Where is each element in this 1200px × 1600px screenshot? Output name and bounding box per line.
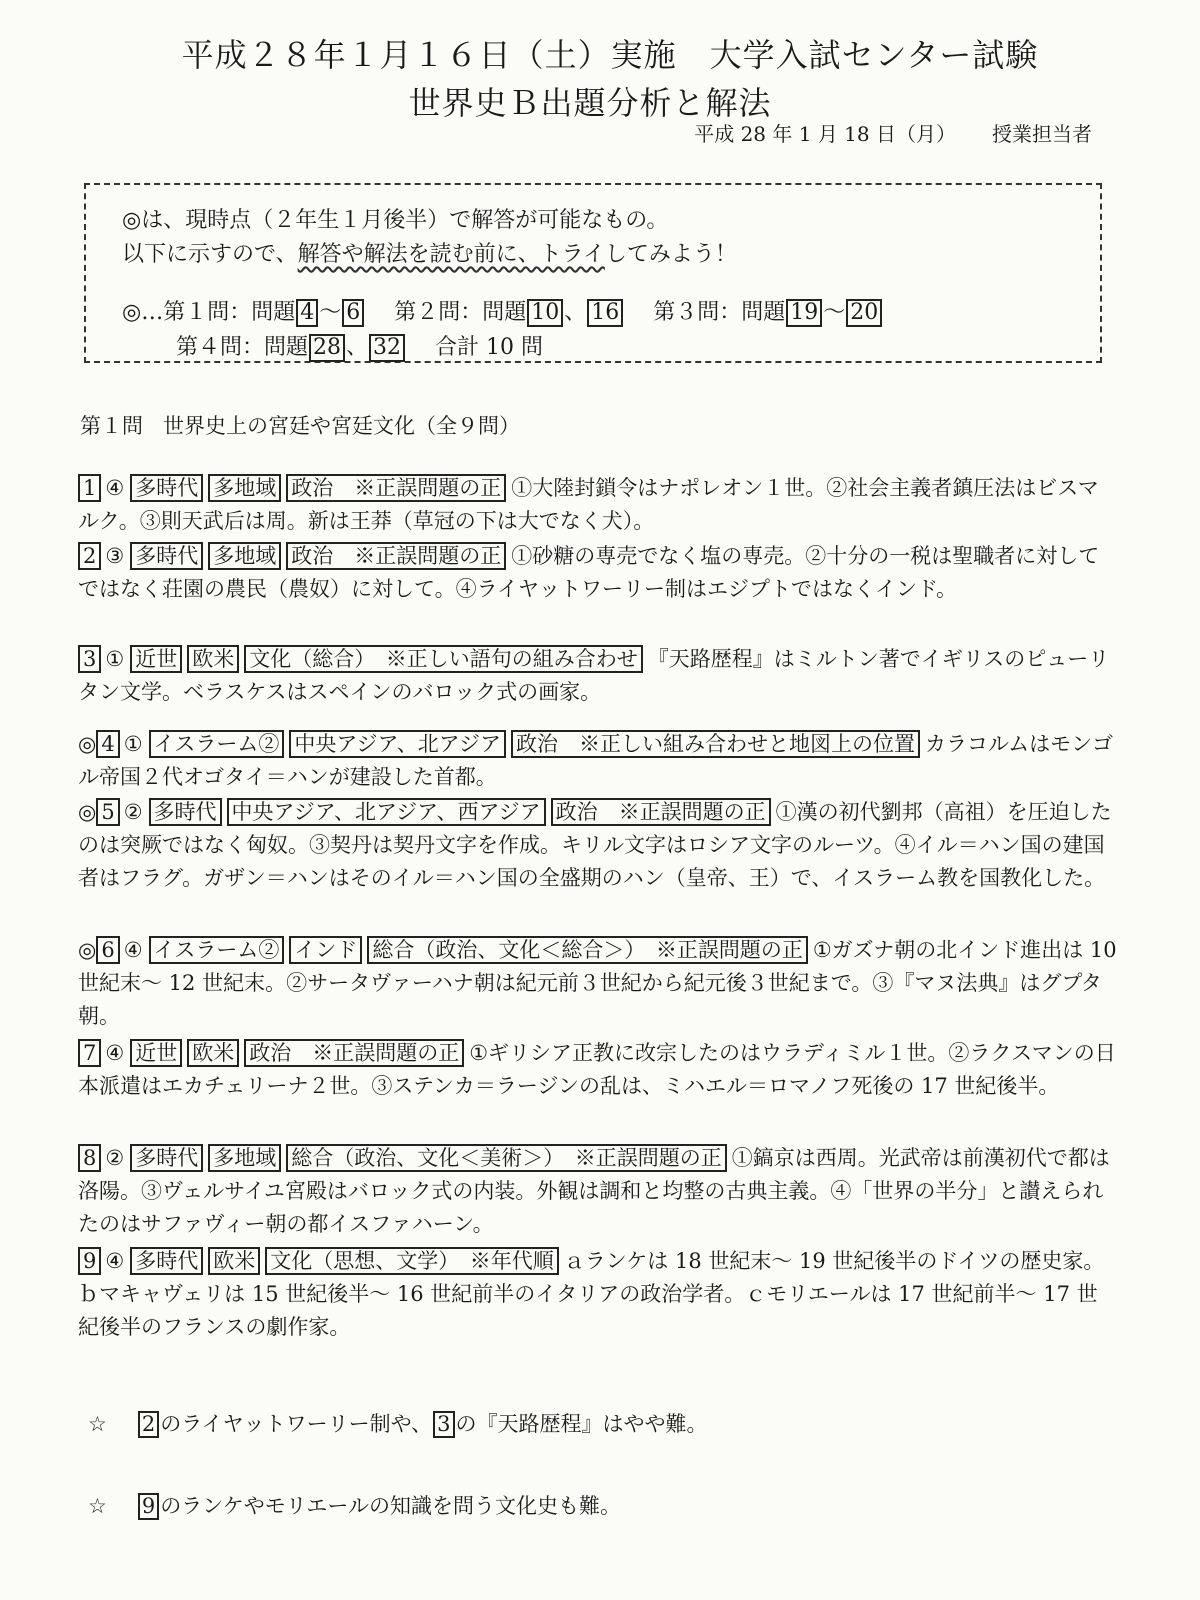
question-number: 6 bbox=[96, 936, 119, 964]
question-item bbox=[78, 643, 1118, 709]
answer: ④ bbox=[105, 1041, 125, 1065]
doable-mark: ◎ bbox=[78, 732, 97, 756]
tag-type: 政治 ※正誤問題の正 bbox=[551, 798, 771, 826]
answer: ② bbox=[105, 1146, 125, 1170]
tag-region: 多地域 bbox=[208, 474, 281, 502]
answer: ③ bbox=[105, 544, 125, 568]
question-item bbox=[78, 1037, 1118, 1103]
section-topic: 世界史上の宮廷や宮廷文化（全９問） bbox=[163, 414, 520, 438]
tag-era: 近世 bbox=[130, 645, 182, 673]
problem-num-box: 4 bbox=[296, 299, 318, 327]
section-heading bbox=[80, 410, 520, 440]
explanation: ａランケは 18 世紀末～ 19 世紀後半のドイツの歴史家。ｂマキャヴェリは 15 世紀後半～ 16 世紀前半のイタリアの政治学者。ｃモリエールは 17 世紀前半～ 17 世紀後半のフランスの劇作家。 bbox=[78, 1249, 1105, 1339]
problem-num-box: 32 bbox=[369, 334, 405, 362]
question-item bbox=[78, 472, 1118, 538]
explanation: カラコルムはモンゴル帝国２代オゴタイ＝ハンが建設した首都。 bbox=[78, 732, 1114, 789]
question-item bbox=[78, 540, 1118, 606]
tag-era: イスラーム② bbox=[149, 936, 285, 964]
explanation: ①ギリシア正教に改宗したのはウラディミル１世。②ラクスマンの日本派遣はエカチェリーナ２世。③ステンカ＝ラージンの乱は、ミハエル＝ロマノフ死後の 17 世紀後半。 bbox=[78, 1041, 1116, 1098]
tag-era: イスラーム② bbox=[149, 730, 285, 758]
notice-row-1 bbox=[122, 295, 883, 327]
question-number: 4 bbox=[96, 730, 119, 758]
date: 平成 28 年 1 月 18 日（月） bbox=[694, 122, 956, 146]
notice-line-2 bbox=[122, 237, 737, 268]
problem-num-box: 2 bbox=[138, 1411, 159, 1438]
tag-region: 中央アジア、北アジア bbox=[289, 730, 506, 758]
tag-type: 政治 ※正誤問題の正 bbox=[286, 474, 506, 502]
range-tilde: ～ bbox=[319, 300, 342, 325]
tag-region: 中央アジア、北アジア、西アジア bbox=[227, 798, 546, 826]
answer: ① bbox=[105, 647, 125, 671]
answer: ② bbox=[123, 800, 143, 824]
date-line bbox=[694, 118, 1092, 147]
explanation: ①鎬京は西周。光武帝は前漢初代で都は洛陽。③ヴェルサイユ宮殿はバロック式の内装。外観は調和と均整の古典主義。④「世界の半分」と讃えられたのはサファヴィー朝の都イスファハーン。 bbox=[78, 1146, 1110, 1236]
tag-type: 政治 ※正誤問題の正 bbox=[244, 1039, 464, 1067]
question-item bbox=[78, 1245, 1118, 1344]
tag-type: 政治 ※正しい組み合わせと地図上の位置 bbox=[511, 730, 920, 758]
row1-prefix: ◎…第１問：問題 bbox=[122, 300, 296, 325]
question-number: 7 bbox=[78, 1039, 101, 1067]
doable-mark: ◎ bbox=[78, 938, 97, 962]
problem-num-box: 9 bbox=[138, 1493, 159, 1520]
tag-era: 多時代 bbox=[149, 798, 222, 826]
question-number: 3 bbox=[78, 645, 101, 673]
separator: 、 bbox=[346, 335, 369, 360]
section-number: 第１問 bbox=[80, 414, 143, 438]
explanation: ①ガズナ朝の北インド進出は 10 世紀末～ 12 世紀末。②サータヴァーハナ朝は紀元前３世紀から紀元後３世紀まで。③『マヌ法典』はグプタ朝。 bbox=[78, 938, 1117, 1028]
tag-region: インド bbox=[289, 936, 362, 964]
answer: ④ bbox=[105, 1249, 125, 1273]
author-label: 授業担当者 bbox=[992, 122, 1092, 146]
separator: 、 bbox=[564, 300, 587, 325]
exam-subtitle: 世界史Ｂ出題分析と解法 bbox=[408, 84, 772, 122]
notice-row-2 bbox=[176, 330, 543, 362]
tag-region: 欧米 bbox=[187, 1039, 239, 1067]
problem-num-box: 20 bbox=[846, 299, 882, 327]
note-text: の『天路歴程』はやや難。 bbox=[455, 1412, 708, 1436]
tag-type: 総合（政治、文化＜総合＞） ※正誤問題の正 bbox=[367, 936, 808, 964]
row1-q2-label: 第２問：問題 bbox=[394, 300, 527, 325]
question-item bbox=[78, 1142, 1118, 1241]
notice-line-2-emphasis: 解答や解法を読む前に、トライ bbox=[297, 242, 605, 267]
notice-line-2-post: してみよう！ bbox=[604, 242, 737, 267]
tag-type: 文化（総合） ※正しい語句の組み合わせ bbox=[244, 645, 643, 673]
problem-num-box: 16 bbox=[587, 299, 623, 327]
explanation: ①砂糖の専売でなく塩の専売。②十分の一税は聖職者に対してではなく荘園の農民（農奴）に対して。④ライヤットワーリー制はエジプトではなくインド。 bbox=[78, 544, 1100, 601]
total-count: 合計 10 問 bbox=[435, 335, 544, 360]
row2-q4-label: 第４問：問題 bbox=[176, 335, 309, 360]
question-item bbox=[78, 934, 1118, 1033]
problem-num-box: 28 bbox=[309, 334, 345, 362]
question-number: 1 bbox=[78, 474, 101, 502]
difficulty-note bbox=[88, 1490, 621, 1520]
question-item bbox=[78, 796, 1118, 895]
exam-title: 平成２８年１月１６日（土）実施 大学入試センター試験 bbox=[181, 36, 1039, 74]
row1-q3-label: 第３問：問題 bbox=[653, 300, 786, 325]
note-text: のランケやモリエールの知識を問う文化史も難。 bbox=[160, 1494, 621, 1518]
note-text: のライヤットワーリー制や、 bbox=[160, 1412, 433, 1436]
explanation: 『天路歴程』はミルトン著でイギリスのピューリタン文学。ベラスケスはスペインのバロック式の画家。 bbox=[78, 647, 1110, 704]
tag-era: 多時代 bbox=[130, 542, 203, 570]
notice-box bbox=[84, 183, 1102, 363]
question-item bbox=[78, 728, 1118, 794]
range-tilde: ～ bbox=[823, 300, 846, 325]
tag-era: 多時代 bbox=[130, 474, 203, 502]
difficulty-note bbox=[88, 1408, 708, 1438]
explanation: ①漢の初代劉邦（高祖）を圧迫したのは突厥ではなく匈奴。③契丹は契丹文字を作成。キリル文字はロシア文字のルーツ。④イル＝ハン国の建国者はフラグ。ガザン＝ハンはそのイル＝ハン国の全盛期のハン（皇帝、王）で、イスラーム教を国教化した。 bbox=[78, 800, 1112, 890]
answer: ④ bbox=[123, 938, 143, 962]
tag-region: 多地域 bbox=[208, 1144, 281, 1172]
problem-num-box: 19 bbox=[786, 299, 822, 327]
tag-era: 多時代 bbox=[130, 1144, 203, 1172]
notice-line-1: ◎は、現時点（２年生１月後半）で解答が可能なもの。 bbox=[122, 208, 669, 233]
star-icon: ☆ bbox=[88, 1412, 107, 1436]
tag-era: 近世 bbox=[130, 1039, 182, 1067]
question-number: 8 bbox=[78, 1144, 101, 1172]
tag-region: 欧米 bbox=[187, 645, 239, 673]
answer: ① bbox=[123, 732, 143, 756]
problem-num-box: 3 bbox=[433, 1411, 454, 1438]
tag-region: 欧米 bbox=[208, 1247, 260, 1275]
problem-num-box: 6 bbox=[342, 299, 364, 327]
question-number: 5 bbox=[96, 798, 119, 826]
question-number: 2 bbox=[78, 542, 101, 570]
problem-num-box: 10 bbox=[527, 299, 563, 327]
tag-type: 総合（政治、文化＜美術＞） ※正誤問題の正 bbox=[286, 1144, 727, 1172]
answer: ④ bbox=[105, 476, 125, 500]
explanation: ①大陸封鎖令はナポレオン１世。②社会主義者鎮圧法はビスマルク。③則天武后は周。新は王莽（草冠の下は大でなく犬）。 bbox=[78, 476, 1099, 533]
tag-era: 多時代 bbox=[130, 1247, 203, 1275]
tag-type: 政治 ※正誤問題の正 bbox=[286, 542, 506, 570]
doable-mark: ◎ bbox=[78, 800, 97, 824]
tag-region: 多地域 bbox=[208, 542, 281, 570]
star-icon: ☆ bbox=[88, 1494, 107, 1518]
question-number: 9 bbox=[78, 1247, 101, 1275]
tag-type: 文化（思想、文学） ※年代順 bbox=[265, 1247, 559, 1275]
notice-line-2-pre: 以下に示すので、 bbox=[122, 242, 298, 267]
